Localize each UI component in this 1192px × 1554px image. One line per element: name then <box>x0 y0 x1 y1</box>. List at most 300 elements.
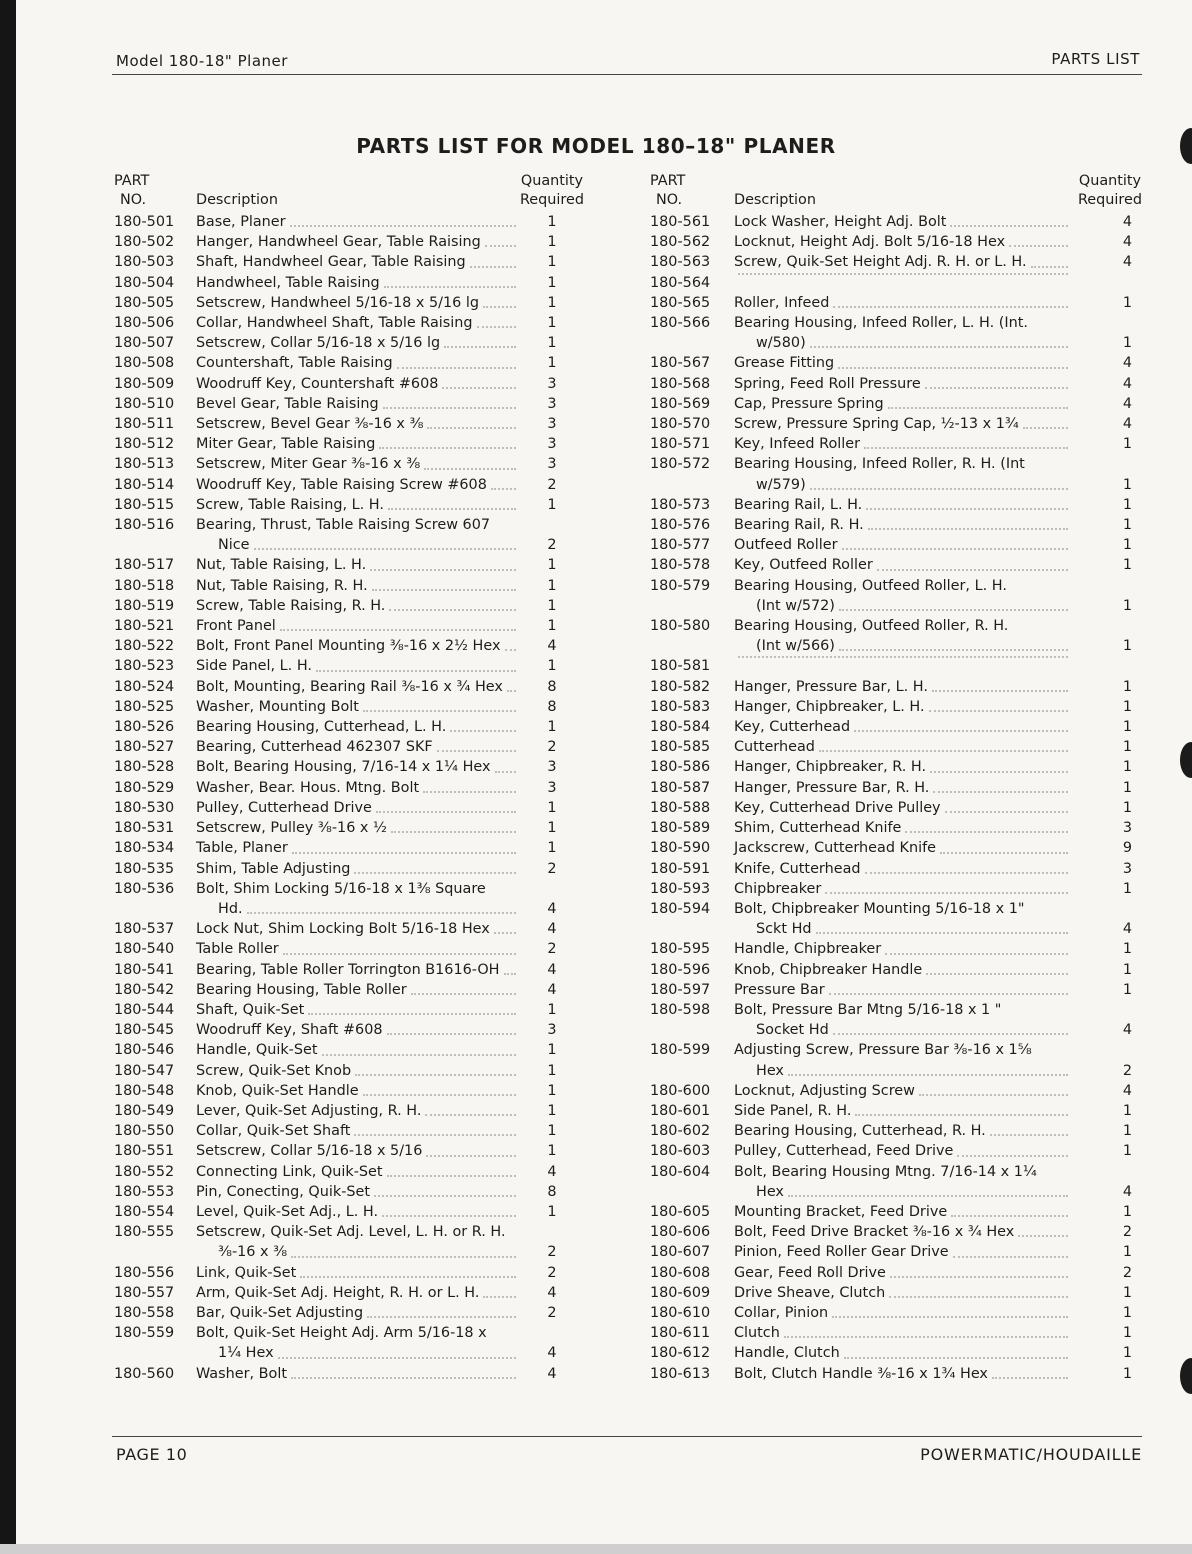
part-description <box>734 697 1072 717</box>
dot-leader <box>372 576 516 591</box>
dot-leader <box>425 1101 516 1116</box>
description-line <box>734 1081 1072 1101</box>
table-row <box>114 313 584 333</box>
part-description <box>734 394 1072 414</box>
description-text: Pin, Conecting, Quik-Set <box>196 1183 371 1200</box>
part-number: 180-503 <box>114 254 175 271</box>
table-row <box>114 596 584 616</box>
quantity-required: 4 <box>547 1345 557 1362</box>
dot-leader <box>932 677 1068 692</box>
dot-leader <box>990 1121 1068 1136</box>
part-description <box>734 414 1072 434</box>
description-text: Washer, Bolt <box>196 1365 287 1382</box>
description-text: Hex <box>756 1062 784 1079</box>
description-text: Woodruff Key, Table Raising Screw #608 <box>196 476 487 493</box>
part-description <box>196 879 520 919</box>
description-line <box>734 555 1072 575</box>
table-row <box>650 879 1142 899</box>
table-row <box>114 1101 584 1121</box>
table-row <box>650 495 1142 515</box>
dot-leader <box>355 1061 516 1076</box>
quantity-required: 1 <box>547 658 557 675</box>
quantity-required: 1 <box>1122 739 1132 756</box>
part-number: 180-583 <box>650 698 711 715</box>
quantity-required: 1 <box>547 1001 557 1018</box>
table-row <box>650 818 1142 838</box>
manufacturer-name: POWERMATIC/HOUDAILLE <box>920 1445 1142 1464</box>
part-description <box>196 1263 520 1283</box>
part-description <box>196 1101 520 1121</box>
part-number: 180-553 <box>114 1183 175 1200</box>
table-row <box>650 1081 1142 1101</box>
part-number: 180-511 <box>114 416 175 433</box>
binder-hole-3 <box>1180 1358 1192 1394</box>
quantity-required: 3 <box>547 395 557 412</box>
part-description <box>196 293 520 313</box>
quantity-required: 1 <box>1122 1244 1132 1261</box>
part-number: 180-546 <box>114 1042 175 1059</box>
description-line <box>196 677 520 697</box>
description-text: Key, Cutterhead <box>734 719 851 736</box>
part-number: 180-579 <box>650 577 711 594</box>
part-number: 180-571 <box>650 436 711 453</box>
description-line <box>196 1303 520 1323</box>
part-description <box>734 555 1072 575</box>
dot-leader <box>833 293 1068 308</box>
description-line <box>734 1000 1072 1020</box>
description-text: Screw, Quik-Set Height Adj. R. H. or L. H. <box>734 254 1027 271</box>
table-row <box>114 939 584 959</box>
quantity-required: 1 <box>547 1123 557 1140</box>
part-description <box>196 980 520 1000</box>
part-description <box>734 454 1072 494</box>
quantity-required: 2 <box>1122 1224 1132 1241</box>
quantity-required: 1 <box>1122 294 1132 311</box>
table-row <box>114 717 584 737</box>
table-row <box>114 414 584 434</box>
table-row <box>114 737 584 757</box>
description-line <box>196 798 520 818</box>
table-row <box>650 1323 1142 1343</box>
description-text: Nice <box>218 537 250 554</box>
table-row <box>114 1323 584 1363</box>
table-row <box>650 394 1142 414</box>
table-row <box>114 1061 584 1081</box>
quantity-required: 1 <box>1122 1365 1132 1382</box>
dot-leader <box>926 960 1068 975</box>
description-text: Bolt, Quik-Set Height Adj. Arm 5/16-18 x <box>196 1325 487 1342</box>
quantity-required: 1 <box>1122 678 1132 695</box>
part-number: 180-559 <box>114 1325 175 1342</box>
dot-leader <box>905 818 1068 833</box>
table-row <box>114 1121 584 1141</box>
part-description <box>734 515 1072 535</box>
description-text: Socket Hd <box>756 1022 829 1039</box>
description-line <box>196 1222 520 1242</box>
description-text: Clutch <box>734 1325 780 1342</box>
part-description <box>196 333 520 353</box>
description-line <box>734 535 1072 555</box>
parts-rows-left <box>114 212 584 1384</box>
description-line <box>196 757 520 777</box>
description-line <box>734 1162 1072 1182</box>
part-description <box>196 757 520 777</box>
part-number: 180-517 <box>114 557 175 574</box>
dot-leader <box>839 596 1068 611</box>
dot-leader <box>877 555 1068 570</box>
description-text: Mounting Bracket, Feed Drive <box>734 1203 948 1220</box>
description-text: Setscrew, Miter Gear ⅜-16 x ⅜ <box>196 456 421 473</box>
dot-leader <box>442 374 516 389</box>
part-description <box>196 1061 520 1081</box>
description-line <box>196 454 520 474</box>
part-number: 180-599 <box>650 1042 711 1059</box>
description-text: Side Panel, R. H. <box>734 1102 852 1119</box>
description-text: Washer, Bear. Hous. Mtng. Bolt <box>196 779 420 796</box>
dot-leader <box>951 1202 1068 1217</box>
description-line <box>734 879 1072 899</box>
quantity-required: 4 <box>1122 416 1132 433</box>
description-line <box>734 1182 1072 1202</box>
table-row <box>114 1263 584 1283</box>
quantity-required: 4 <box>547 1284 557 1301</box>
part-number: 180-576 <box>650 517 711 534</box>
quantity-required: 1 <box>1122 537 1132 554</box>
quantity-required: 1 <box>1122 476 1132 493</box>
description-line <box>734 1283 1072 1303</box>
description-line <box>196 353 520 373</box>
description-line <box>734 859 1072 879</box>
description-text: Bearing, Table Roller Torrington B1616-OH <box>196 961 500 978</box>
quantity-required: 4 <box>1122 214 1132 230</box>
description-line <box>734 919 1072 939</box>
table-row <box>650 313 1142 353</box>
part-number: 180-561 <box>650 214 711 230</box>
description-line <box>734 1101 1072 1121</box>
table-row <box>114 656 584 676</box>
dot-leader <box>1018 1222 1068 1237</box>
dot-leader <box>450 717 516 732</box>
part-description <box>196 576 520 596</box>
part-number: 180-570 <box>650 416 711 433</box>
description-line <box>196 717 520 737</box>
part-number: 180-502 <box>114 234 175 251</box>
part-description <box>734 1263 1072 1283</box>
part-number: 180-573 <box>650 496 711 513</box>
description-line <box>196 414 520 434</box>
quantity-required: 9 <box>1122 840 1132 857</box>
dot-leader <box>370 555 516 570</box>
quantity-required: 4 <box>547 921 557 938</box>
part-number: 180-563 <box>650 254 711 271</box>
dot-leader <box>427 414 516 429</box>
part-number: 180-522 <box>114 638 175 655</box>
description-line <box>734 737 1072 757</box>
table-row <box>114 515 584 555</box>
part-description <box>734 434 1072 454</box>
dot-leader <box>842 535 1069 550</box>
quantity-required: 1 <box>547 1102 557 1119</box>
table-row <box>650 677 1142 697</box>
dot-leader <box>505 636 517 651</box>
quantity-required: 1 <box>1122 335 1132 352</box>
part-description <box>196 313 520 333</box>
description-line <box>734 818 1072 838</box>
dot-leader <box>888 394 1068 409</box>
part-number: 180-515 <box>114 496 175 513</box>
table-row <box>114 919 584 939</box>
table-row <box>650 454 1142 494</box>
table-row <box>114 818 584 838</box>
description-text: Key, Cutterhead Drive Pulley <box>734 799 941 816</box>
table-row <box>650 616 1142 656</box>
part-description <box>196 1364 520 1384</box>
dot-leader <box>864 434 1068 449</box>
part-description <box>196 1141 520 1161</box>
dot-leader <box>444 333 516 348</box>
part-number: 180-565 <box>650 294 711 311</box>
part-description <box>734 535 1072 555</box>
table-row <box>650 1283 1142 1303</box>
part-description <box>196 798 520 818</box>
description-line <box>196 495 520 515</box>
dot-leader <box>925 374 1068 389</box>
part-number: 180-587 <box>650 779 711 796</box>
part-description <box>734 1141 1072 1161</box>
table-row <box>650 1222 1142 1242</box>
quantity-required: 2 <box>547 860 557 877</box>
quantity-required: 1 <box>1122 961 1132 978</box>
description-line <box>196 899 520 919</box>
quantity-required: 4 <box>1122 395 1132 412</box>
description-text: Bolt, Feed Drive Bracket ⅜-16 x ¾ Hex <box>734 1224 1015 1241</box>
part-number-header: PART NO. <box>114 173 150 208</box>
parts-column-left <box>114 172 584 1384</box>
description-text: Sckt Hd <box>756 921 812 938</box>
part-number: 180-600 <box>650 1082 711 1099</box>
part-number: 180-518 <box>114 577 175 594</box>
dot-leader <box>374 1182 516 1197</box>
quantity-required: 1 <box>1122 1345 1132 1362</box>
quantity-required: 1 <box>1122 1203 1132 1220</box>
description-text: Outfeed Roller <box>734 537 838 554</box>
dot-leader <box>788 1061 1068 1076</box>
dot-leader <box>280 616 516 631</box>
table-row <box>114 232 584 252</box>
part-number: 180-524 <box>114 678 175 695</box>
description-line <box>734 1263 1072 1283</box>
quantity-required: 3 <box>1122 860 1132 877</box>
description-line <box>196 838 520 858</box>
dot-leader <box>491 475 516 490</box>
description-line <box>196 333 520 353</box>
part-description <box>196 939 520 959</box>
quantity-required: 1 <box>1122 557 1132 574</box>
part-description <box>196 838 520 858</box>
quantity-required: 1 <box>547 254 557 271</box>
table-row <box>650 1162 1142 1202</box>
table-row <box>114 1202 584 1222</box>
table-row <box>114 980 584 1000</box>
part-description <box>196 1040 520 1060</box>
part-description <box>196 434 520 454</box>
part-description <box>196 1323 520 1363</box>
description-line <box>734 960 1072 980</box>
description-line <box>734 576 1072 596</box>
table-row <box>650 1242 1142 1262</box>
part-number: 180-507 <box>114 335 175 352</box>
dot-leader <box>411 980 516 995</box>
part-description <box>734 677 1072 697</box>
part-number: 180-516 <box>114 517 175 534</box>
dot-leader <box>738 273 1068 275</box>
part-description <box>734 818 1072 838</box>
description-text: Bar, Quik-Set Adjusting <box>196 1304 364 1321</box>
quantity-required: 1 <box>1122 1123 1132 1140</box>
quantity-required: 8 <box>547 678 557 695</box>
dot-leader <box>389 596 516 611</box>
description-line <box>196 616 520 636</box>
part-number: 180-584 <box>650 719 711 736</box>
part-number: 180-562 <box>650 234 711 251</box>
table-row <box>114 212 584 232</box>
quantity-required: 2 <box>547 537 557 554</box>
description-line <box>734 1202 1072 1222</box>
part-number: 180-555 <box>114 1224 175 1241</box>
description-text: Countershaft, Table Raising <box>196 355 393 372</box>
table-row <box>114 1222 584 1262</box>
dot-leader <box>397 353 516 368</box>
dot-leader <box>278 1343 516 1358</box>
dot-leader <box>470 252 516 267</box>
part-description <box>196 1162 520 1182</box>
description-text: Front Panel <box>196 618 276 635</box>
quantity-required: 4 <box>1122 921 1132 938</box>
description-line <box>196 293 520 313</box>
table-row <box>114 1283 584 1303</box>
description-text: Side Panel, L. H. <box>196 658 312 675</box>
part-description <box>734 879 1072 899</box>
dot-leader <box>283 939 516 954</box>
quantity-required: 3 <box>1122 820 1132 837</box>
dot-leader <box>919 1081 1068 1096</box>
description-text: Cutterhead <box>734 739 815 756</box>
description-text: Setscrew, Handwheel 5/16-18 x 5/16 lg <box>196 294 479 311</box>
column-header <box>650 172 1142 212</box>
table-row <box>114 252 584 272</box>
description-line <box>734 636 1072 656</box>
part-description <box>196 212 520 232</box>
table-row <box>650 1141 1142 1161</box>
part-number: 180-608 <box>650 1264 711 1281</box>
page-edge-scan-shadow <box>0 0 16 1554</box>
part-description <box>734 1242 1072 1262</box>
quantity-required: 1 <box>547 214 557 230</box>
description-line <box>196 656 520 676</box>
dot-leader <box>829 980 1068 995</box>
dot-leader <box>788 1182 1068 1197</box>
page-bottom-edge <box>0 1544 1192 1554</box>
part-number: 180-557 <box>114 1284 175 1301</box>
quantity-required: 1 <box>1122 759 1132 776</box>
part-number: 180-609 <box>650 1284 711 1301</box>
quantity-required: 1 <box>547 557 557 574</box>
quantity-required: 1 <box>547 1042 557 1059</box>
description-line <box>196 1081 520 1101</box>
dot-leader <box>810 333 1068 348</box>
part-description <box>734 939 1072 959</box>
quantity-required: 2 <box>547 1244 557 1261</box>
description-line <box>196 1343 520 1363</box>
description-line <box>734 677 1072 697</box>
table-row <box>650 1303 1142 1323</box>
part-number: 180-512 <box>114 436 175 453</box>
dot-leader <box>292 838 516 853</box>
description-text: Collar, Quik-Set Shaft <box>196 1123 351 1140</box>
dot-leader <box>291 1364 516 1379</box>
quantity-required: 1 <box>547 597 557 614</box>
description-line <box>734 293 1072 313</box>
description-line <box>196 1323 520 1343</box>
table-row <box>650 576 1142 616</box>
quantity-required: 1 <box>547 315 557 332</box>
quantity-required: 1 <box>547 335 557 352</box>
table-row <box>114 1141 584 1161</box>
part-description <box>196 697 520 717</box>
description-text: Bolt, Front Panel Mounting ⅜-16 x 2½ Hex <box>196 638 501 655</box>
table-row <box>650 838 1142 858</box>
description-text: Base, Planer <box>196 214 286 230</box>
quantity-required: 1 <box>1122 638 1132 655</box>
description-text: Handle, Chipbreaker <box>734 941 882 958</box>
table-row <box>650 778 1142 798</box>
description-line <box>196 919 520 939</box>
table-row <box>114 838 584 858</box>
part-number: 180-549 <box>114 1102 175 1119</box>
description-line <box>734 394 1072 414</box>
description-line <box>734 1323 1072 1343</box>
quantity-header: Quantity Required <box>1077 173 1142 208</box>
part-number: 180-535 <box>114 860 175 877</box>
table-row <box>650 1263 1142 1283</box>
header-rule <box>112 74 1142 75</box>
quantity-required: 1 <box>1122 436 1132 453</box>
running-header-model: Model 180-18" Planer <box>116 52 288 70</box>
table-row <box>114 879 584 919</box>
dot-leader <box>254 535 516 550</box>
dot-leader <box>866 495 1068 510</box>
description-line <box>734 1303 1072 1323</box>
part-description <box>196 1182 520 1202</box>
dot-leader <box>494 919 516 934</box>
description-text: Grease Fitting <box>734 355 835 372</box>
description-text: Link, Quik-Set <box>196 1264 297 1281</box>
part-description <box>196 1121 520 1141</box>
description-line <box>734 252 1072 272</box>
dot-leader <box>953 1242 1068 1257</box>
table-row <box>114 273 584 293</box>
part-description <box>734 374 1072 394</box>
description-line <box>196 778 520 798</box>
part-number: 180-577 <box>650 537 711 554</box>
part-number: 180-544 <box>114 1001 175 1018</box>
table-row <box>114 757 584 777</box>
description-text: Bearing Housing, Table Roller <box>196 981 407 998</box>
description-text: Bearing Housing, Outfeed Roller, R. H. <box>734 618 1009 635</box>
part-description <box>734 252 1072 272</box>
description-text: Gear, Feed Roll Drive <box>734 1264 886 1281</box>
part-description <box>196 394 520 414</box>
